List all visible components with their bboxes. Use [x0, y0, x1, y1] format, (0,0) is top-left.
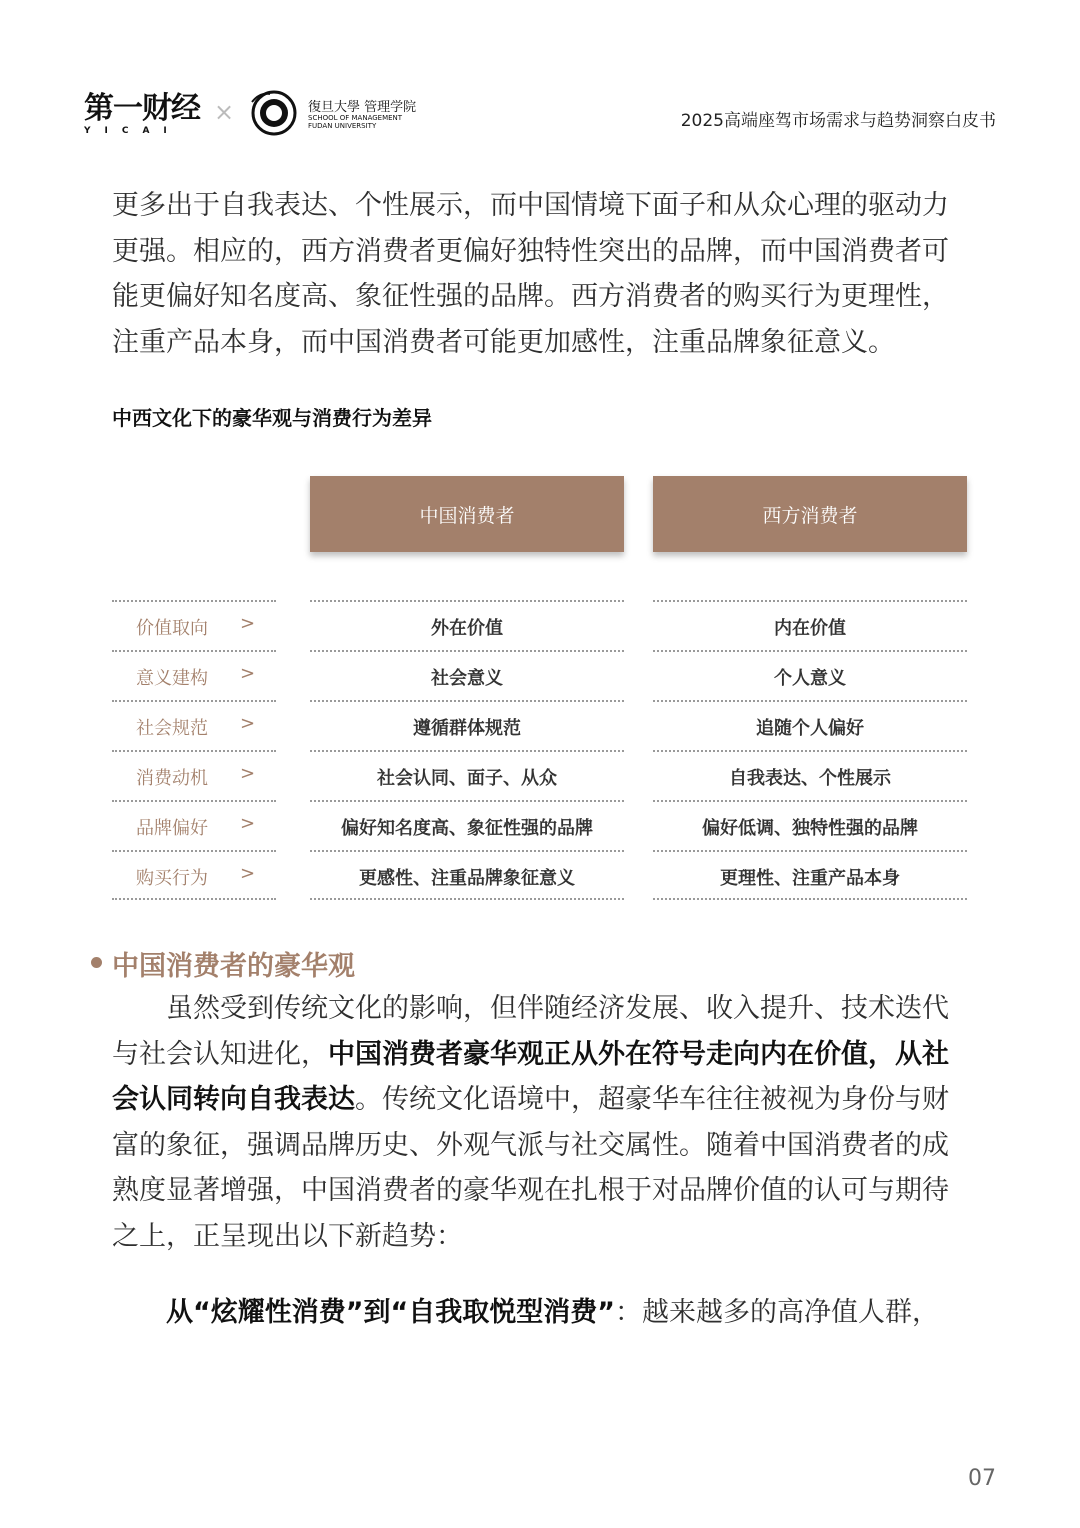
trend-heading: 从“炫耀性消费”到“自我取悦型消费” — [166, 1297, 615, 1328]
chevron-right-icon: > — [240, 663, 256, 684]
yicai-logo-text: 第一财经 — [84, 91, 200, 126]
chinese-cell: 更感性、注重品牌象征意义 — [359, 868, 575, 889]
table-row — [112, 650, 968, 700]
row-label: 价值取向 — [136, 618, 208, 639]
western-cell: 个人意义 — [774, 668, 846, 689]
table-bottom-rule — [112, 898, 968, 900]
western-cell: 更理性、注重产品本身 — [720, 868, 900, 889]
paragraph-text: 。传统文化语境中，超豪华车往往被视为身份与财富的象征，强调品牌历史、外观气派与社交属性。随着中国消费者的成熟度显著增强，中国消费者的豪华观在扎根于对品牌价值的认可与期待之上，正呈现出以下新趋势： — [112, 1084, 949, 1252]
chinese-cell: 社会意义 — [431, 668, 503, 689]
paragraph-text: 虽然受到传统文化的影响，但伴随经济发展、收入提升、技术迭代与社会认知进化， — [112, 993, 949, 1070]
chevron-right-icon: > — [240, 713, 256, 734]
chinese-cell: 外在价值 — [431, 618, 503, 639]
section-paragraph — [112, 986, 970, 1259]
table-row — [112, 850, 968, 900]
chinese-cell: 遵循群体规范 — [413, 718, 521, 739]
western-cell: 偏好低调、独特性强的品牌 — [702, 818, 918, 839]
paragraph-emphasis: 中国消费者豪华观正从外在符号走向内在价值，从社会认同转向自我表达 — [112, 1038, 949, 1115]
table-row — [112, 600, 968, 650]
table-row — [112, 700, 968, 750]
fudan-logo-cn: 復旦大學 管理学院 — [308, 100, 417, 115]
western-cell: 自我表达、个性展示 — [729, 768, 891, 789]
row-label: 社会规范 — [136, 718, 208, 739]
page-header — [84, 88, 996, 144]
table-row — [112, 800, 968, 850]
table-row — [112, 750, 968, 800]
figure-title: 中西文化下的豪华观与消费行为差异 — [112, 406, 432, 430]
chinese-cell: 社会认同、面子、从众 — [377, 768, 557, 789]
column-header-western: 西方消费者 — [653, 476, 967, 552]
row-label: 意义建构 — [136, 668, 208, 689]
yicai-logo — [84, 91, 200, 136]
trend-paragraph — [112, 1290, 970, 1336]
report-title: 2025高端座驾市场需求与趋势洞察白皮书 — [680, 111, 996, 131]
trend-text: ：越来越多的高净值人群， — [614, 1297, 939, 1328]
column-header-chinese: 中国消费者 — [310, 476, 624, 552]
section-title: 中国消费者的豪华观 — [112, 951, 355, 982]
intro-paragraph: 更多出于自我表达、个性展示，而中国情境下面子和从众心理的驱动力更强。相应的，西方消费者更偏好独特性突出的品牌，而中国消费者可能更偏好知名度高、象征性强的品牌。西方消费者的购买行为更理性，注重产品本身，而中国消费者可能更加感性，注重品牌象征意义。 — [112, 190, 949, 358]
logo-separator: × — [214, 98, 235, 126]
chinese-cell: 偏好知名度高、象征性强的品牌 — [341, 818, 593, 839]
row-label: 品牌偏好 — [136, 818, 208, 839]
chevron-right-icon: > — [240, 863, 256, 884]
chevron-right-icon: > — [240, 613, 256, 634]
chevron-right-icon: > — [240, 763, 256, 784]
yicai-logo-sub: YICAI — [84, 126, 181, 136]
chevron-right-icon: > — [240, 813, 256, 834]
row-label: 购买行为 — [136, 868, 208, 889]
fudan-logo-en: SCHOOL OF MANAGEMENT FUDAN UNIVERSITY — [308, 114, 403, 130]
row-label: 消费动机 — [136, 768, 208, 789]
fudan-seal-icon — [250, 90, 302, 136]
bullet-dot-icon — [91, 957, 102, 968]
page-number: 07 — [968, 1466, 996, 1491]
western-cell: 内在价值 — [774, 618, 846, 639]
western-cell: 追随个人偏好 — [756, 718, 864, 739]
